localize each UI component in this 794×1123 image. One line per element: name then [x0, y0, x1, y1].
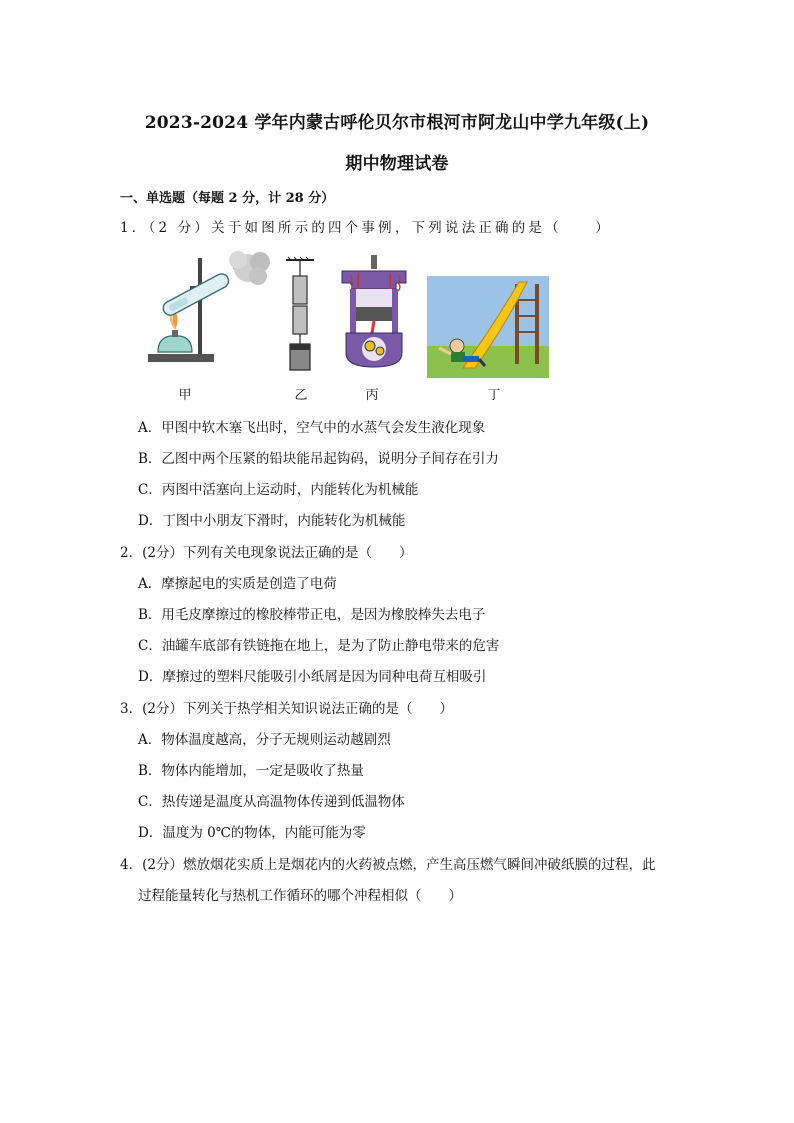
figure-label-jia: 甲 [178, 388, 192, 403]
figure-label-bing: 丙 [365, 388, 379, 403]
figure-jia-test-tube [140, 250, 270, 370]
q3-option-b: B．物体内能增加，一定是吸收了热量 [138, 763, 364, 779]
question-1-stem: 1．（2 分）关于如图所示的四个事例，下列说法正确的是（ ） [120, 220, 612, 236]
figure-bing-engine [336, 253, 412, 371]
figure-yi-lead-blocks [282, 256, 318, 374]
q3-option-d: D．温度为 0℃的物体，内能可能为零 [138, 825, 366, 841]
q2-option-a: A．摩擦起电的实质是创造了电荷 [138, 576, 337, 592]
q1-option-b: B．乙图中两个压紧的铅块能吊起钩码，说明分子间存在引力 [138, 451, 499, 467]
paper-title-line2: 期中物理试卷 [345, 154, 449, 174]
q2-option-c: C．油罐车底部有铁链拖在地上，是为了防止静电带来的危害 [138, 638, 500, 654]
paper-title-line1: 2023-2024 学年内蒙古呼伦贝尔市根河市阿龙山中学九年级(上) [144, 113, 650, 133]
q2-option-b: B．用毛皮摩擦过的橡胶棒带正电，是因为橡胶棒失去电子 [138, 607, 486, 623]
q3-option-c: C．热传递是温度从高温物体传递到低温物体 [138, 794, 405, 810]
q2-option-d: D．摩擦过的塑料尺能吸引小纸屑是因为同种电荷互相吸引 [138, 669, 487, 685]
figure-label-ding: 丁 [487, 388, 501, 403]
figure-ding-slide [427, 276, 549, 378]
q1-option-c: C．丙图中活塞向上运动时，内能转化为机械能 [138, 482, 419, 498]
section-heading: 一、单选题（每题 2 分，计 28 分） [120, 191, 335, 206]
question-4-stem-line2: 过程能量转化与热机工作循环的哪个冲程相似（ ） [138, 888, 462, 904]
q3-option-a: A．物体温度越高，分子无规则运动越剧烈 [138, 732, 391, 748]
figure-label-yi: 乙 [294, 388, 308, 403]
q1-option-d: D．丁图中小朋友下滑时，内能转化为机械能 [138, 513, 406, 529]
question-4-stem-line1: 4．(2分）燃放烟花实质上是烟花内的火药被点燃，产生高压燃气瞬间冲破纸膜的过程，此 [120, 857, 656, 873]
question-2-stem: 2．(2分）下列有关电现象说法正确的是（ ） [120, 545, 413, 561]
q1-option-a: A．甲图中软木塞飞出时，空气中的水蒸气会发生液化现象 [138, 420, 486, 436]
question-3-stem: 3．(2分）下列关于热学相关知识说法正确的是（ ） [120, 701, 453, 717]
